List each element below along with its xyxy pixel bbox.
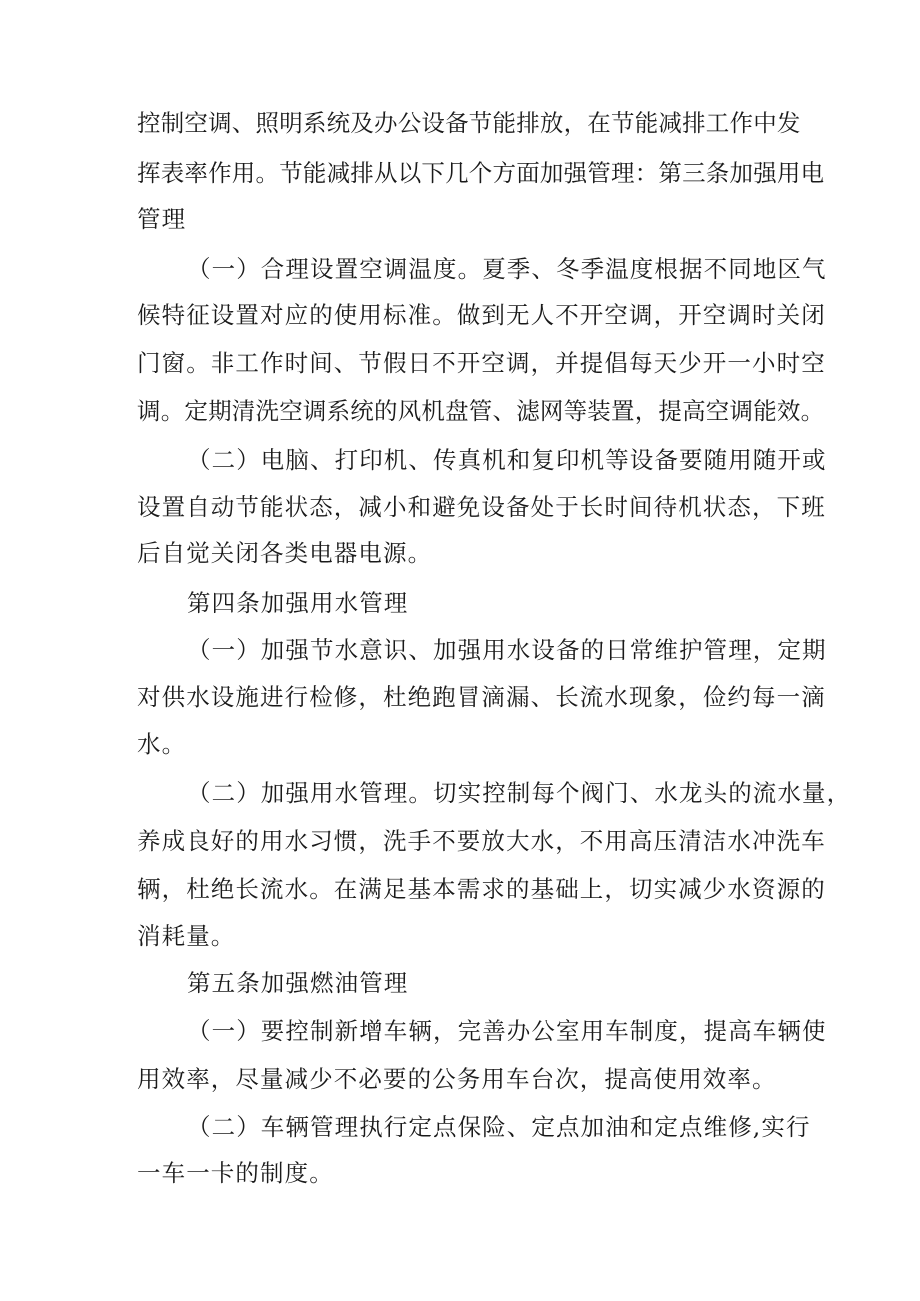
intro-line-3: 管理 (137, 205, 187, 233)
electricity-item-1-line-1: （一）合理设置空调温度。夏季、冬季温度根据不同地区气 (187, 255, 827, 283)
fuel-item-1-line-1: （一）要控制新增车辆，完善办公室用车制度，提高车辆使 (187, 1017, 827, 1045)
water-item-2-line-3: 辆，杜绝长流水。在满足基本需求的基础上，切实减少水资源的 (137, 875, 826, 903)
article-4-heading: 第四条加强用水管理 (187, 589, 409, 617)
water-item-2-line-2: 养成良好的用水习惯，洗手不要放大水，不用高压清洁水冲洗车 (137, 827, 826, 855)
electricity-item-2-line-2: 设置自动节能状态，减小和避免设备处于长时间待机状态，下班 (137, 493, 826, 521)
electricity-item-1-line-4: 调。定期清洗空调系统的风机盘管、滤网等装置，提高空调能效。 (137, 397, 825, 425)
water-item-2-line-1: （二）加强用水管理。切实控制每个阀门、水龙头的流水量， (187, 779, 852, 807)
intro-line-1: 控制空调、照明系统及办公设备节能排放，在节能减排工作中发 (137, 109, 801, 137)
water-item-1-line-3: 水。 (137, 730, 187, 758)
electricity-item-2-line-1: （二）电脑、打印机、传真机和复印机等设备要随用随开或 (187, 446, 827, 474)
electricity-item-2-line-3: 后自觉关闭各类电器电源。 (137, 539, 433, 567)
fuel-item-2-line-1: （二）车辆管理执行定点保险、定点加油和定点维修,实行 (187, 1113, 811, 1141)
water-item-2-line-4: 消耗量。 (137, 922, 236, 950)
water-item-1-line-1: （一）加强节水意识、加强用水设备的日常维护管理，定期 (187, 636, 827, 664)
intro-line-2: 挥表率作用。节能减排从以下几个方面加强管理：第三条加强用电 (137, 159, 825, 187)
electricity-item-1-line-2: 候特征设置对应的使用标准。做到无人不开空调，开空调时关闭 (137, 301, 826, 329)
fuel-item-2-line-2: 一车一卡的制度。 (137, 1159, 334, 1187)
electricity-item-1-line-3: 门窗。非工作时间、节假日不开空调，并提倡每天少开一小时空 (137, 349, 826, 377)
water-item-1-line-2: 对供水设施进行检修，杜绝跑冒滴漏、长流水现象，俭约每一滴 (137, 683, 826, 711)
article-5-heading: 第五条加强燃油管理 (187, 969, 409, 997)
fuel-item-1-line-2: 用效率，尽量减少不必要的公务用车台次，提高使用效率。 (137, 1065, 777, 1093)
